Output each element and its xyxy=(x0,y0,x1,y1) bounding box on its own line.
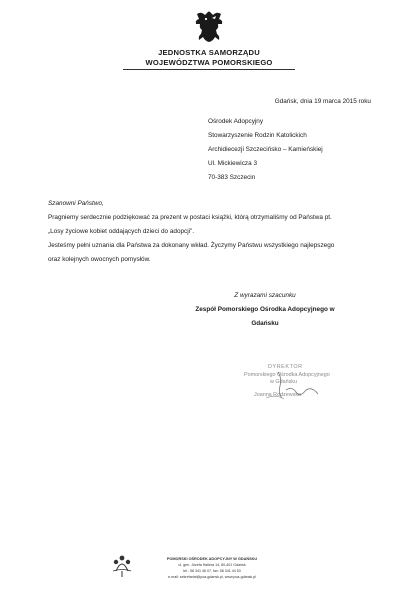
footer-phone: tel.: 58 341 46 07, fax: 58 341 44 53 xyxy=(183,569,241,573)
footer-address: ul. gen. Józefa Hallera 14, 80-401 Gdańsk xyxy=(178,563,246,567)
signatory-line2: Gdańsku xyxy=(251,320,279,327)
body-paragraph-line: oraz kolejnych owocnych pomysłów. xyxy=(48,256,151,263)
body-paragraph-line: „Losy życiowe kobiet oddających dzieci do adopcji”. xyxy=(48,228,194,235)
recipient-line: Archidiecezji Szczecińsko – Kamieńskiej xyxy=(208,146,323,153)
signature-stamp xyxy=(236,364,346,400)
letter-date: Gdańsk, dnia 19 marca 2015 roku xyxy=(274,98,371,105)
recipient-line: Ul. Mickiewicza 3 xyxy=(208,160,258,167)
stamp-title: DYREKTOR xyxy=(268,364,303,370)
footer-org-name: POMORSKI OŚRODEK ADOPCYJNY W GDAŃSKU xyxy=(166,557,258,561)
coat-of-arms-icon xyxy=(193,10,225,44)
organization-name-line1: JEDNOSTKA SAMORZĄDU xyxy=(158,48,260,57)
signatory-line1: Zespół Pomorskiego Ośrodka Adopcyjnego w xyxy=(195,306,335,313)
stamp-name: Joanna Rodzewska xyxy=(254,392,302,398)
footer-email: e-mail: sekretariat@poa-gdansk.pl, www.poa-gdansk.pl xyxy=(168,575,256,579)
body-paragraph-line: Pragniemy serdecznie podziękować za prezent w postaci książki, którą otrzymaliśmy od Państwa pt. xyxy=(48,214,332,221)
body-paragraph-line: Jesteśmy pełni uznania dla Państwa za dokonany wkład. Życzymy Państwu wszystkiego najlepszego xyxy=(48,242,335,249)
salutation: Szanowni Państwo, xyxy=(48,200,104,207)
recipient-line: 70-383 Szczecin xyxy=(208,174,256,181)
stamp-line: Pomorskiego Ośrodka Adopcyjnego xyxy=(244,372,330,378)
closing-greeting: Z wyrazami szacunku xyxy=(234,292,296,299)
stamp-line: w Gdańsku xyxy=(270,379,297,385)
recipient-line: Stowarzyszenie Rodzin Katolickich xyxy=(208,132,307,139)
organization-name-line2: WOJEWÓDZTWA POMORSKIEGO xyxy=(145,58,273,67)
header-divider xyxy=(123,69,295,70)
recipient-line: Ośrodek Adopcyjny xyxy=(208,118,264,125)
handwritten-signature-icon xyxy=(256,368,336,402)
